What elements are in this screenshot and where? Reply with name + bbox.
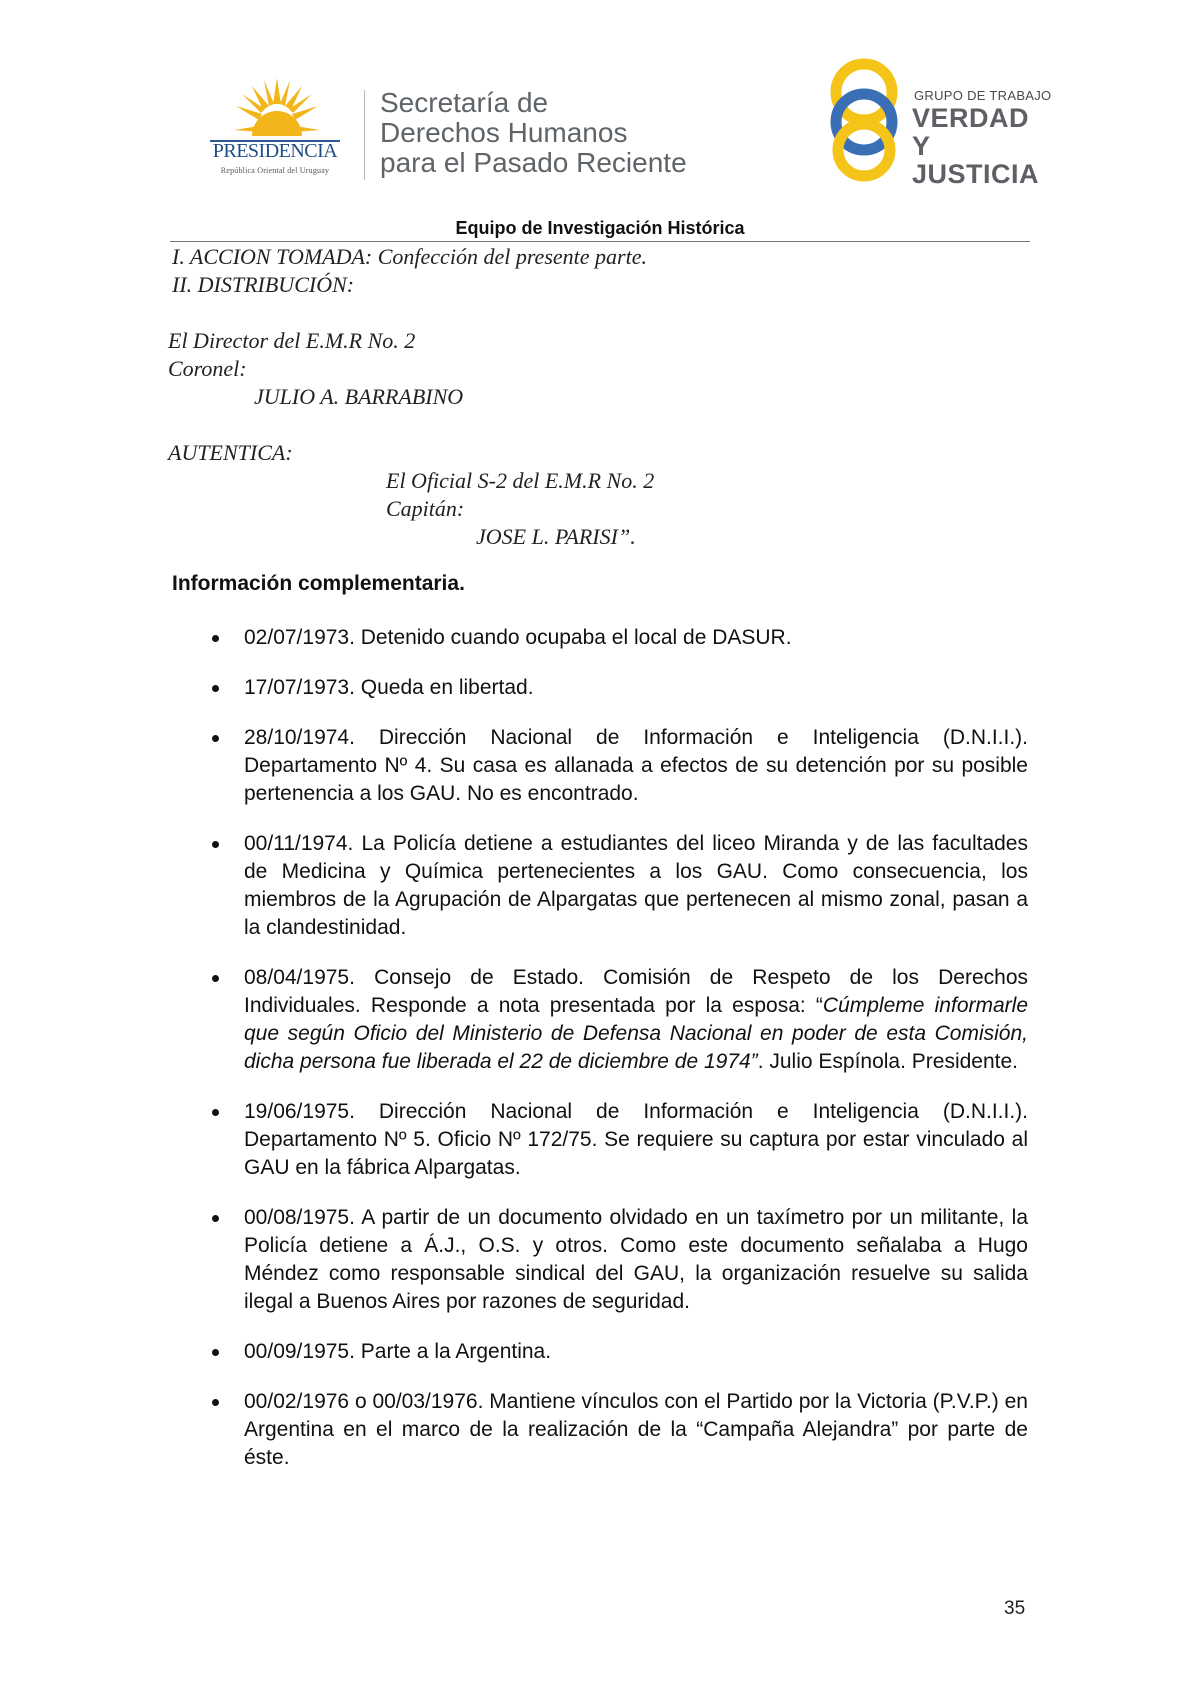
verdad-justicia-logo [824,56,1054,189]
page-number: 35 [1004,1598,1026,1619]
bullet-icon [212,1349,219,1356]
list-item: 17/07/1973. Queda en libertad. [208,674,1028,702]
presidencia-wordmark: PRESIDENCIA [212,140,338,162]
quoted-response: Cúmpleme informarle que según Oficio del Ministerio de Defensa Nacional en poder de esta Comisión, dicha persona fue liberada el 22 de diciembre de 1974” [244,994,1028,1073]
chronology-list [208,624,1028,1494]
section-heading: Información complementaria. [172,572,465,595]
bullet-icon [212,635,219,642]
gvj-line-2: JUSTICIA [912,159,1040,189]
secretaria-line-2: Derechos Humanos [380,117,628,148]
list-item: 02/07/1973. Detenido cuando ocupaba el local de DASUR. [208,624,1028,652]
bullet-icon [212,735,219,742]
list-item: 28/10/1974. Dirección Nacional de Información e Inteligencia (D.N.I.I.). Departamento Nº 4. Su casa es allanada a efectos de su detención por su posible pertenencia a los GAU. No es encontrado. [208,724,1028,808]
bullet-icon [212,841,219,848]
director-line: El Director del E.M.R No. 2 [168,328,416,353]
bullet-icon [212,1399,219,1406]
presidencia-logo [190,76,360,186]
list-item: 00/11/1974. La Policía detiene a estudiantes del liceo Miranda y de las facultades de Medicina y Química pertenecientes a los GAU. Como consecuencia, los miembros de la Agrupación de Alpargatas que pertenecen al mismo zonal, pasan a la clandestinidad. [208,830,1028,942]
bullet-icon [212,1109,219,1116]
bullet-icon [212,685,219,692]
secretaria-title [380,88,687,178]
list-item: 00/09/1975. Parte a la Argentina. [208,1338,1028,1366]
sun-icon [232,76,322,148]
list-item: 00/02/1976 o 00/03/1976. Mantiene vínculos con el Partido por la Victoria (P.V.P.) en Argentina en el marco de la realización de la “Campaña Alejandra” por parte de éste. [208,1388,1028,1472]
capitan-name: JOSE L. PARISI”. [476,524,636,549]
header-rule [170,241,1030,242]
secretaria-line-3: para el Pasado Reciente [380,147,687,178]
capitan-label: Capitán: [386,496,465,521]
coronel-label: Coronel: [168,356,247,381]
autentica-label: AUTENTICA: [168,440,293,465]
team-title: Equipo de Investigación Histórica [455,218,745,238]
secretaria-line-1: Secretaría de [380,87,549,118]
coronel-name: JULIO A. BARRABINO [254,384,464,409]
bullet-icon [212,1215,219,1222]
list-item: 08/04/1975. Consejo de Estado. Comisión de Respeto de los Derechos Individuales. Responde a nota presentada por la esposa: “Cúmpleme informarle que según Oficio del Ministerio de Defensa Nacional en poder de esta Comisión, dicha persona fue liberada el 22 de diciembre de 1974”. Julio Espínola. Presidente. [208,964,1028,1076]
list-item: 00/08/1975. A partir de un documento olvidado en un taxímetro por un militante, la Policía detiene a Á.J., O.S. y otros. Como este documento señalaba a Hugo Méndez como responsable sindical del GAU, la organización resuelve su salida ilegal a Buenos Aires por razones de seguridad. [208,1204,1028,1316]
distribucion-line: II. DISTRIBUCIÓN: [172,272,355,297]
gvj-wordmark [912,104,1054,188]
gvj-top-label: GRUPO DE TRABAJO [914,88,1052,103]
accion-line: I. ACCION TOMADA: Confección del presente parte. [172,244,647,269]
oficial-line: El Oficial S-2 del E.M.R No. 2 [386,468,655,493]
gvj-line-1: VERDAD Y [912,103,1030,161]
bullet-icon [212,975,219,982]
list-item: 19/06/1975. Dirección Nacional de Información e Inteligencia (D.N.I.I.). Departamento Nº 5. Oficio Nº 172/75. Se requiere su captura por estar vinculado al GAU en la fábrica Alpargatas. [208,1098,1028,1182]
linked-rings-icon [824,56,904,182]
presidencia-subtitle: República Oriental del Uruguay [220,166,330,175]
header-divider [364,90,365,180]
